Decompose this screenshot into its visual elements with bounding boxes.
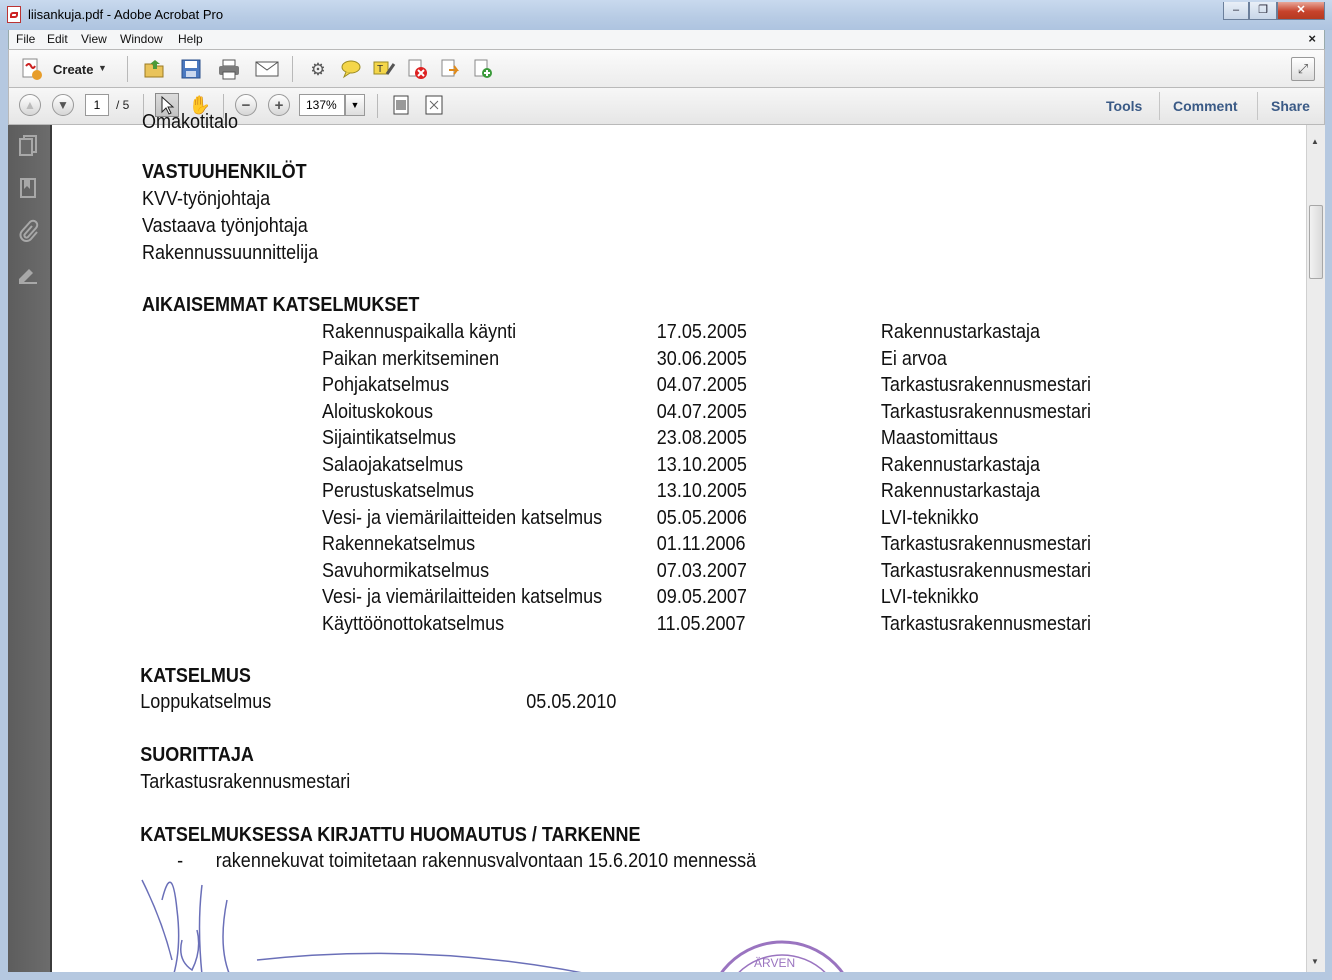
cut-off-text: Omakotitalo (142, 111, 239, 133)
menu-file[interactable]: File (16, 32, 36, 46)
note-bullet: - (177, 850, 184, 872)
save-icon[interactable] (180, 58, 202, 80)
inspection-date: 23.08.2005 (656, 427, 747, 449)
inspection-name: Vesi- ja viemärilaitteiden katselmus (322, 506, 603, 529)
final-inspection-name: Loppukatselmus (140, 691, 272, 713)
inspection-inspector: LVI-teknikko (880, 586, 979, 608)
zoom-out-button[interactable]: − (235, 94, 257, 116)
responsible-person-item: KVV-työnjohtaja (142, 188, 271, 210)
inspection-inspector: LVI-teknikko (880, 506, 979, 529)
inspection-date: 13.10.2005 (656, 453, 747, 476)
zoom-level-input[interactable]: 137% (299, 94, 345, 116)
email-icon[interactable] (256, 58, 278, 80)
signatures-icon[interactable] (16, 262, 40, 286)
inspection-inspector: Tarkastusrakennusmestari (880, 612, 1091, 635)
bookmarks-icon[interactable] (16, 176, 40, 200)
inspection-inspector: Tarkastusrakennusmestari (880, 400, 1091, 423)
inspection-inspector: Rakennustarkastaja (880, 480, 1041, 502)
create-button[interactable]: Create (53, 62, 94, 77)
responsible-person-item: Vastaava työnjohtaja (142, 215, 308, 237)
menu-bar (8, 30, 1325, 49)
inspection-name: Paikan merkitseminen (322, 347, 500, 370)
note-text: rakennekuvat toimitetaan rakennusvalvontaan 15.6.2010 mennessä (215, 850, 757, 872)
scroll-up-arrow-icon[interactable]: ▲ (1311, 137, 1319, 146)
inspection-inspector: Tarkastusrakennusmestari (880, 559, 1091, 582)
vertical-scrollbar[interactable] (1306, 125, 1325, 972)
full-screen-icon[interactable] (423, 94, 445, 116)
attachments-paperclip-icon[interactable] (16, 219, 40, 243)
menu-edit[interactable]: Edit (47, 32, 68, 46)
settings-icon[interactable]: ⚙ (310, 59, 326, 79)
inspection-inspector: Rakennustarkastaja (880, 321, 1041, 343)
inspection-name: Pohjakatselmus (322, 374, 450, 396)
inspection-inspector: Rakennustarkastaja (880, 453, 1041, 476)
inspection-name: Rakennuspaikalla käynti (322, 321, 517, 343)
toolbar-divider (1257, 92, 1258, 120)
window-frame-bottom (0, 972, 1332, 980)
navigation-pane (8, 125, 50, 972)
chevron-down-icon[interactable]: ▼ (98, 63, 107, 73)
section-heading-katselmus: KATSELMUS (140, 665, 251, 687)
responsible-person-item: Rakennussuunnittelija (142, 242, 319, 264)
inspection-name: Savuhormikatselmus (322, 559, 490, 582)
toolbar-divider (377, 94, 378, 118)
window-title: liisankuja.pdf - Adobe Acrobat Pro (28, 7, 224, 22)
window-frame-left (0, 30, 8, 980)
hand-tool-icon[interactable]: ✋ (188, 95, 212, 115)
menu-view[interactable]: View (81, 32, 107, 46)
section-heading-huomautus: KATSELMUKSESSA KIRJATTU HUOMAUTUS / TARKENNE (140, 824, 641, 846)
document-close-button[interactable]: × (1308, 31, 1316, 46)
inspection-name: Salaojakatselmus (322, 453, 464, 476)
share-pane-link[interactable]: Share (1271, 98, 1310, 114)
inspection-date: 11.05.2007 (656, 612, 746, 635)
inspection-inspector: Tarkastusrakennusmestari (880, 374, 1091, 396)
inspection-inspector: Ei arvoa (880, 347, 947, 370)
inspection-date: 07.03.2007 (656, 559, 747, 582)
section-heading-aikaisemmat: AIKAISEMMAT KATSELMUKSET (142, 294, 420, 316)
page-total: / 5 (116, 98, 130, 112)
inspection-name: Rakennekatselmus (322, 533, 476, 555)
official-stamp (702, 937, 862, 977)
section-heading-vastuuhenkilot: VASTUUHENKILÖT (142, 161, 307, 183)
inspection-date: 09.05.2007 (656, 586, 747, 608)
toolbar-divider (1159, 92, 1160, 120)
toolbar-divider (292, 56, 293, 82)
next-page-button[interactable]: ▼ (52, 94, 74, 116)
scroll-down-arrow-icon[interactable]: ▼ (1311, 957, 1319, 966)
share-icon[interactable] (472, 58, 494, 80)
toolbar-divider (127, 56, 128, 82)
minimize-button[interactable]: – (1223, 2, 1249, 20)
inspection-inspector: Tarkastusrakennusmestari (880, 533, 1091, 555)
scrollbar-thumb[interactable] (1309, 205, 1323, 279)
inspection-name: Käyttöönottokatselmus (322, 612, 505, 635)
document-view[interactable] (50, 111, 1306, 972)
svg-text:ÄRVEN: ÄRVEN (754, 956, 796, 970)
comment-icon[interactable] (340, 58, 362, 80)
print-icon[interactable] (218, 58, 240, 80)
zoom-in-button[interactable]: + (268, 94, 290, 116)
handwritten-signature (137, 880, 637, 980)
svg-text:T: T (377, 64, 384, 75)
inspection-date: 05.05.2006 (656, 506, 747, 529)
comment-pane-link[interactable]: Comment (1173, 98, 1238, 114)
inspection-name: Aloituskokous (322, 400, 434, 423)
highlight-icon[interactable] (373, 58, 395, 80)
window-frame-right (1325, 30, 1332, 980)
inspection-date: 04.07.2005 (656, 374, 747, 396)
tools-pane-link[interactable]: Tools (1106, 98, 1143, 114)
title-bar (0, 0, 1332, 31)
inspection-date: 17.05.2005 (656, 321, 747, 343)
open-folder-icon[interactable] (143, 58, 165, 80)
final-inspection-date: 05.05.2010 (526, 691, 617, 713)
fit-page-icon[interactable] (390, 94, 412, 116)
pdf-app-icon (7, 6, 21, 23)
menu-window[interactable]: Window (120, 32, 163, 46)
zoom-dropdown-chevron-icon[interactable]: ▼ (345, 94, 365, 116)
create-pdf-icon[interactable] (21, 58, 43, 80)
inspection-name: Perustuskatselmus (322, 480, 475, 502)
delete-icon[interactable] (406, 58, 428, 80)
page-number-input[interactable]: 1 (85, 94, 109, 116)
inspection-date: 04.07.2005 (656, 400, 747, 423)
inspection-name: Sijaintikatselmus (322, 427, 457, 449)
inspection-name: Vesi- ja viemärilaitteiden katselmus (322, 586, 603, 608)
close-button[interactable]: ✕ (1277, 2, 1325, 20)
inspection-date: 13.10.2005 (656, 480, 747, 502)
section-heading-suorittaja: SUORITTAJA (140, 744, 254, 766)
expand-icon[interactable]: ⤢ (1291, 57, 1315, 81)
inspection-inspector: Maastomittaus (880, 427, 998, 449)
export-icon[interactable] (439, 58, 461, 80)
inspection-date: 01.11.2006 (656, 533, 746, 555)
inspection-date: 30.06.2005 (656, 347, 747, 370)
pages-thumbnail-icon[interactable] (16, 133, 40, 157)
main-toolbar (8, 49, 1325, 88)
performer-value: Tarkastusrakennusmestari (140, 771, 351, 793)
previous-page-button[interactable]: ▲ (19, 94, 41, 116)
maximize-button[interactable]: ❐ (1249, 2, 1277, 20)
menu-help[interactable]: Help (178, 32, 203, 46)
